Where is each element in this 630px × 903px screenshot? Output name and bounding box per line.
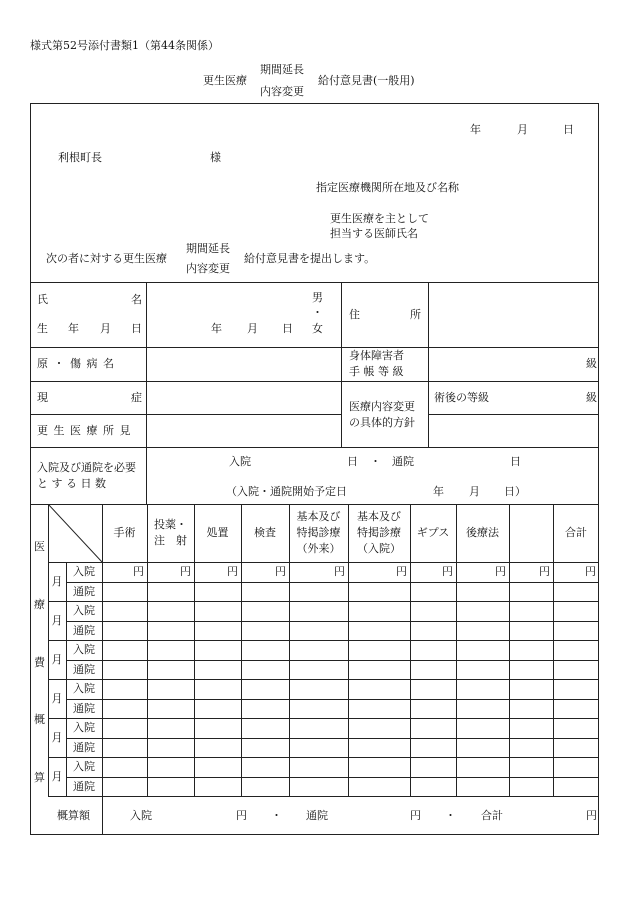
- row-type-0-1: 通院: [73, 584, 95, 598]
- month-label-0: 月: [51, 574, 63, 588]
- days-inpatient: 入院: [229, 455, 251, 468]
- days-unit-2: 日: [510, 455, 521, 468]
- disease-label: 原 ・ 傷 病 名: [37, 357, 115, 370]
- date-year: 年: [470, 123, 481, 136]
- summary-yen-3: 円: [586, 809, 597, 822]
- row-type-2-0: 入院: [73, 643, 95, 656]
- statement-prefix: 次の者に対する更生医療: [46, 252, 167, 265]
- handbook-label-1: 身体障害者: [349, 349, 404, 362]
- days-unit-1: 日: [347, 455, 358, 468]
- dob-label-4: 日: [131, 322, 142, 335]
- month-label-3: 月: [51, 691, 63, 705]
- start-day: 日）: [504, 485, 526, 498]
- summary-yen-2: 円: [410, 809, 421, 822]
- month-label-1: 月: [51, 613, 63, 627]
- post-op-label: 術後の等級: [434, 391, 489, 404]
- dob-month: 月: [247, 322, 258, 335]
- name-label-1: 氏: [37, 293, 48, 306]
- currency-7: 円: [495, 565, 506, 578]
- column-header-7: 後療法: [466, 526, 499, 539]
- address-label-1: 住: [349, 308, 360, 321]
- statement-suffix: 給付意見書を提出します。: [244, 252, 376, 265]
- summary-label: 概算額: [57, 809, 90, 822]
- address-label-2: 所: [410, 308, 421, 321]
- days-label-2: と す る 日 数: [37, 477, 106, 490]
- form-id: 様式第52号添付書類1（第44条関係）: [30, 39, 219, 52]
- column-header-3: 検査: [254, 526, 276, 539]
- row-type-0-0: 入院: [73, 565, 95, 578]
- symptoms-label-1: 現: [37, 391, 48, 404]
- date-day: 日: [563, 123, 574, 136]
- row-type-1-1: 通院: [73, 623, 95, 637]
- row-type-3-0: 入院: [73, 682, 95, 695]
- currency-1: 円: [180, 565, 191, 578]
- row-type-4-0: 入院: [73, 721, 95, 734]
- days-outpatient: 通院: [392, 455, 414, 468]
- row-type-2-1: 通院: [73, 662, 95, 676]
- currency-4: 円: [334, 565, 345, 578]
- row-type-5-1: 通院: [73, 779, 95, 793]
- column-header-6: ギプス: [416, 526, 450, 539]
- summary-yen-1: 円: [236, 809, 247, 822]
- dob-year: 年: [211, 322, 222, 335]
- addressee-honorific: 様: [210, 151, 221, 164]
- month-label-2: 月: [51, 652, 63, 666]
- column-header-0: 手術: [113, 526, 136, 539]
- summary-total: 合計: [481, 809, 503, 822]
- summary-dot-2: ・: [445, 809, 456, 822]
- row-type-1-0: 入院: [73, 604, 95, 617]
- summary-outpatient: 通院: [306, 809, 328, 822]
- statement-option-1: 期間延長: [186, 242, 230, 255]
- sex-male: 男: [312, 291, 323, 304]
- row-type-4-1: 通院: [73, 740, 95, 754]
- column-header-5: 基本及び 特掲診療 （入院）: [357, 510, 401, 555]
- handbook-label-2: 手 帳 等 級: [349, 365, 404, 378]
- currency-0: 円: [133, 565, 144, 578]
- currency-2: 円: [227, 565, 238, 578]
- doctor-label-2: 担当する医師氏名: [330, 227, 418, 240]
- doctor-label-1: 更生医療を主として: [330, 212, 429, 225]
- title-prefix: 更生医療: [203, 74, 247, 87]
- sex-dot: ・: [312, 306, 323, 319]
- title-suffix: 給付意見書(一般用): [318, 74, 415, 87]
- row-type-3-1: 通院: [73, 701, 95, 715]
- row-type-5-0: 入院: [73, 760, 95, 773]
- name-label-2: 名: [131, 293, 142, 306]
- sex-female: 女: [312, 322, 323, 335]
- side-label-1: 療: [34, 598, 45, 611]
- title-option-1: 期間延長: [260, 63, 304, 76]
- start-year: 年: [433, 485, 444, 498]
- dob-label-3: 月: [100, 322, 111, 335]
- currency-5: 円: [396, 565, 407, 578]
- month-label-4: 月: [51, 730, 63, 744]
- days-dot: ・: [370, 455, 381, 468]
- addressee: 利根町長: [58, 151, 102, 164]
- column-header-2: 処置: [206, 526, 229, 539]
- side-label-3: 概: [34, 713, 45, 726]
- plan-label-1: 医療内容変更: [349, 400, 415, 413]
- column-header-1: 投薬・ 注 射: [154, 518, 187, 547]
- symptoms-label-2: 症: [131, 391, 142, 404]
- currency-6: 円: [442, 565, 453, 578]
- side-label-0: 医: [34, 540, 45, 553]
- dob-label-1: 生: [37, 322, 48, 335]
- start-label: （入院・通院開始予定日: [226, 485, 347, 498]
- summary-dot-1: ・: [271, 809, 282, 822]
- post-op-unit: 級: [586, 391, 597, 404]
- title-option-2: 内容変更: [260, 85, 304, 98]
- currency-9: 円: [585, 565, 596, 578]
- column-header-9: 合計: [565, 526, 587, 539]
- month-label-5: 月: [51, 769, 63, 783]
- grade-unit: 級: [586, 357, 597, 370]
- days-label-1: 入院及び通院を必要: [37, 461, 136, 474]
- column-header-4: 基本及び 特掲診療 （外来）: [296, 510, 341, 555]
- side-label-2: 費: [34, 656, 45, 669]
- statement-option-2: 内容変更: [186, 262, 230, 275]
- dob-label-2: 年: [68, 322, 79, 335]
- findings-label: 更 生 医 療 所 見: [37, 424, 132, 437]
- side-label-4: 算: [34, 771, 45, 784]
- start-month: 月: [469, 485, 480, 498]
- currency-8: 円: [539, 565, 550, 578]
- dob-day: 日: [282, 322, 293, 335]
- date-month: 月: [517, 123, 528, 136]
- plan-label-2: の具体的方針: [349, 416, 415, 429]
- summary-inpatient: 入院: [130, 809, 152, 822]
- institution-label: 指定医療機関所在地及び名称: [316, 181, 459, 194]
- currency-3: 円: [275, 565, 286, 578]
